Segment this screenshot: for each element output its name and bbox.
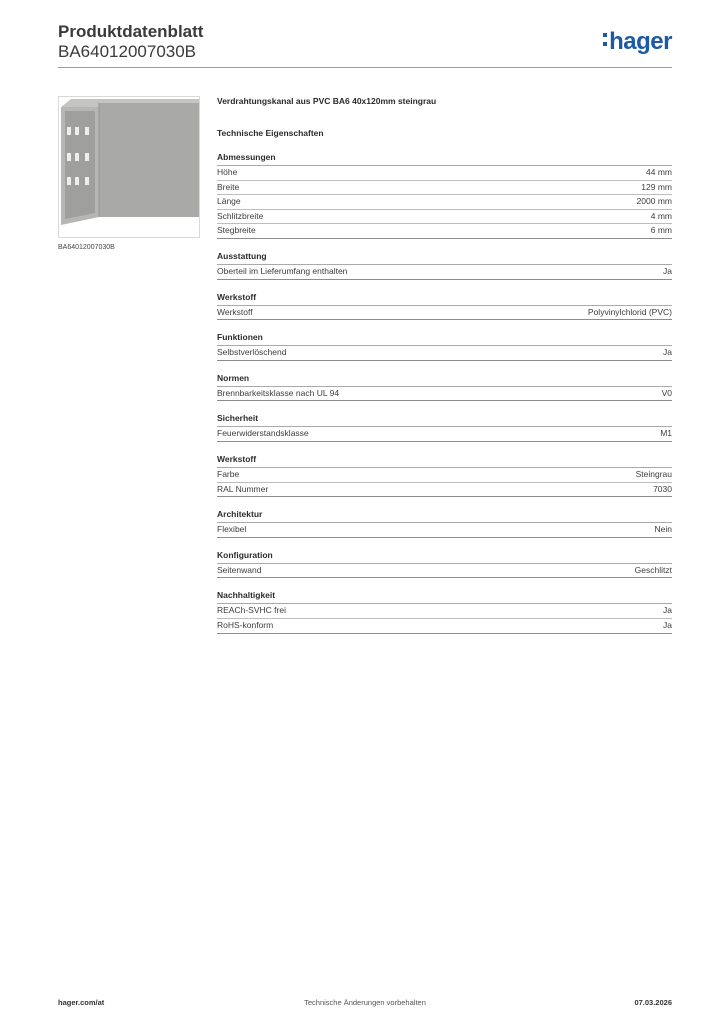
property-row [217,210,672,225]
property-value: Ja [663,619,672,630]
property-row [217,483,672,498]
datasheet-content [217,96,672,634]
property-value: 7030 [653,483,672,494]
property-value: 44 mm [646,167,672,177]
property-value: Polyvinylchlorid (PVC) [587,306,672,317]
footer-date: 07.03.2026 [634,998,672,1007]
property-value: Ja [663,265,672,276]
section-title: Funktionen [217,332,672,346]
property-row [217,427,672,442]
property-value: Steingrau [635,468,672,479]
property-section [217,373,672,402]
section-title: Konfiguration [217,550,672,564]
property-section [217,332,672,361]
property-row [217,265,672,280]
property-label: Feuerwiderstandsklasse [217,428,309,439]
property-value: 129 mm [641,181,672,192]
property-label: Länge [217,196,241,207]
logo-dots-icon [603,28,608,46]
logo-text: hager [609,28,672,55]
property-row [217,619,672,634]
property-value: M1 [660,428,672,439]
property-label: Brennbarkeitsklasse nach UL 94 [217,387,340,398]
property-row [217,195,672,210]
property-value: 6 mm [650,225,672,236]
property-section [217,550,672,579]
property-sections [217,152,672,634]
property-value: Nein [654,524,672,535]
property-row [217,181,672,196]
document-header [58,22,203,62]
section-title: Ausstattung [217,251,672,265]
property-row [217,166,672,181]
section-title: Abmessungen [217,152,672,166]
section-title: Architektur [217,509,672,523]
property-label: RoHS-konform [217,619,274,630]
property-label: REACh-SVHC frei [217,605,286,616]
property-row [217,604,672,619]
property-section [217,413,672,442]
section-title: Sicherheit [217,413,672,427]
property-section [217,454,672,497]
technical-properties-heading: Technische Eigenschaften [217,128,324,138]
footer-website-link[interactable]: hager.com/at [58,998,105,1007]
section-title: Werkstoff [217,292,672,306]
property-label: Oberteil im Lieferumfang enthalten [217,265,348,276]
property-section [217,509,672,538]
section-title: Nachhaltigkeit [217,590,672,604]
property-row [217,224,672,239]
article-number: BA64012007030B [58,42,197,61]
property-value: 2000 mm [636,196,672,207]
property-value: Ja [663,347,672,358]
property-label: Seitenwand [217,564,262,575]
image-caption: BA64012007030B [58,244,115,251]
property-label: Farbe [217,468,240,479]
property-section [217,152,672,239]
property-value: Ja [663,605,672,616]
property-value: Geschlitzt [634,564,672,575]
property-label: Stegbreite [217,225,256,236]
hager-logo[interactable] [603,28,672,56]
property-label: Werkstoff [217,306,253,317]
property-label: RAL Nummer [217,483,269,494]
footer-notice: Technische Änderungen vorbehalten [304,998,426,1007]
property-row [217,387,672,402]
header-divider [58,67,672,68]
property-value: 4 mm [650,210,672,221]
product-image [58,96,200,238]
property-label: Flexibel [217,524,247,535]
property-value: V0 [661,387,672,398]
product-name: Verdrahtungskanal aus PVC BA6 40x120mm steingrau [217,96,437,106]
property-row [217,564,672,579]
section-title: Normen [217,373,672,387]
property-row [217,468,672,483]
property-section [217,590,672,633]
property-label: Selbstverlöschend [217,347,287,358]
document-title: Produktdatenblatt [58,22,204,41]
property-row [217,306,672,321]
property-label: Schlitzbreite [217,210,264,221]
property-section [217,251,672,280]
property-label: Breite [217,181,240,192]
property-row [217,523,672,538]
cable-duct-illustration [59,97,200,238]
section-title: Werkstoff [217,454,672,468]
property-section [217,292,672,321]
property-label: Höhe [217,167,238,177]
property-row [217,346,672,361]
